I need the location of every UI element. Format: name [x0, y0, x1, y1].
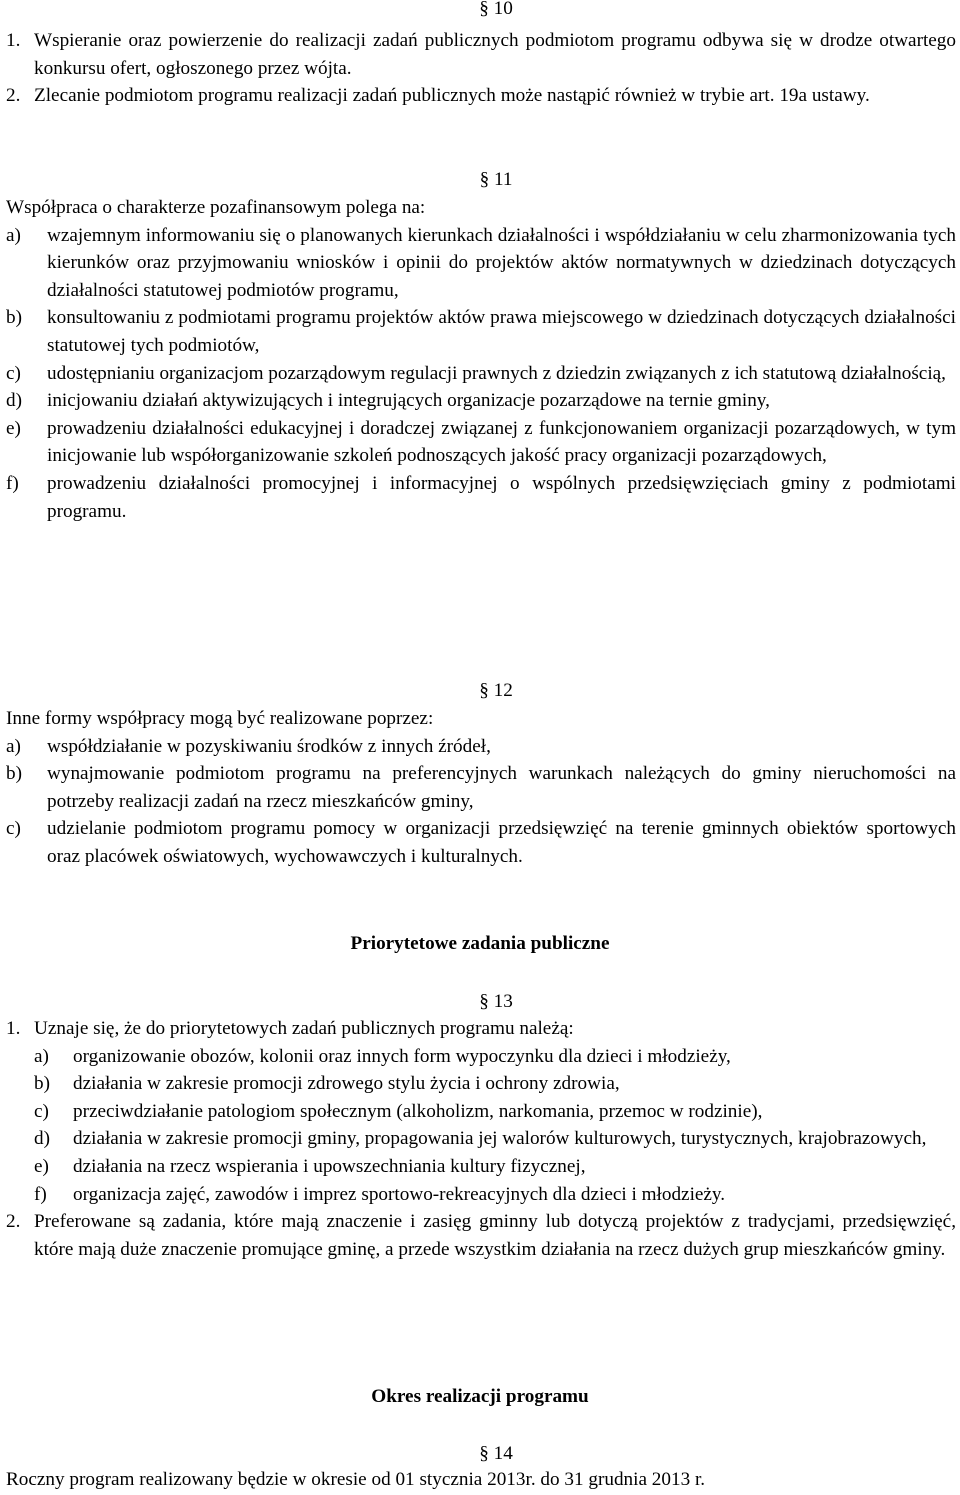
list-marker: 2.	[6, 1211, 21, 1233]
section-13-body	[6, 1015, 956, 1263]
list-text: organizowanie obozów, kolonii oraz innych form wypoczynku dla dzieci i młodzieży,	[73, 1045, 731, 1067]
section-heading-14: § 14	[479, 1443, 513, 1464]
list-text: wzajemnym informowaniu się o planowanych kierunkach działalności i współdziałaniu w celu zharmonizowania tych kierunków oraz przyjmowaniu wniosków i opinii do projektów aktów normatywnych w dziedzinach dotyczących działalności statutowej podmiotów programu,	[47, 224, 956, 301]
list-marker: c)	[34, 1100, 49, 1122]
list-item	[6, 760, 956, 815]
list-item	[6, 1043, 956, 1071]
list-text: inicjowaniu działań aktywizujących i integrujących organizacje pozarządowe na ternie gminy,	[47, 390, 770, 412]
section-heading-13: § 13	[479, 991, 513, 1012]
list-marker: e)	[34, 1155, 49, 1177]
list-item	[6, 470, 956, 525]
list-marker: a)	[34, 1045, 49, 1067]
section-intro: Współpraca o charakterze pozafinansowym polega na:	[6, 197, 426, 218]
list-marker: c)	[6, 362, 21, 384]
list-item	[6, 1098, 956, 1126]
list-marker: d)	[6, 390, 22, 412]
list-marker: 2.	[6, 85, 21, 107]
list-marker: 1.	[6, 1018, 21, 1039]
list-text: przeciwdziałanie patologiom społecznym (alkoholizm, narkomania, przemoc w rodzinie),	[73, 1100, 763, 1122]
list-text: prowadzeniu działalności promocyjnej i informacyjnej o wspólnych przedsięwzięciach gminy z podmiotami programu.	[47, 472, 956, 522]
list-item	[6, 1070, 956, 1098]
list-marker: b)	[6, 763, 22, 785]
list-text: współdziałanie w pozyskiwaniu środków z innych źródeł,	[47, 735, 491, 757]
list-marker: f)	[6, 472, 19, 494]
list-item	[6, 1015, 956, 1043]
section-heading-10: § 10	[479, 0, 513, 19]
list-item	[6, 815, 956, 870]
list-text: udostępnianiu organizacjom pozarządowym regulacji prawnych z dziedzin związanych z ich statutową działalnością,	[47, 362, 946, 384]
list-text: Preferowane są zadania, które mają znaczenie i zasięg gminny lub dotyczą projektów z tradycjami, przedsięwzięć, które mają duże znaczenie promujące gminę, a przede wszystkim działania na rzecz dużych grup mieszkańców gminy.	[34, 1211, 956, 1260]
list-marker: c)	[6, 818, 21, 840]
list-item	[6, 415, 956, 470]
list-item	[6, 1125, 956, 1153]
list-item	[6, 733, 956, 761]
heading-program-period: Okres realizacji programu	[371, 1386, 589, 1407]
section-12-body	[6, 705, 956, 871]
list-text: Wspieranie oraz powierzenie do realizacji zadań publicznych podmiotom programu odbywa się w drodze otwartego konkursu ofert, ogłoszonego przez wójta.	[34, 30, 956, 79]
section-heading-11: § 11	[479, 169, 513, 190]
section-intro: Inne formy współpracy mogą być realizowane poprzez:	[6, 708, 434, 729]
list-marker: a)	[6, 224, 21, 246]
list-text: udzielanie podmiotom programu pomocy w organizacji przedsięwzięć na terenie gminnych obiektów sportowych oraz placówek oświatowych, wychowawczych i kulturalnych.	[47, 818, 956, 867]
section-11-body	[6, 194, 956, 525]
list-text: Uznaje się, że do priorytetowych zadań publicznych programu należą:	[34, 1018, 574, 1039]
list-item	[6, 27, 956, 82]
list-marker: f)	[34, 1183, 47, 1205]
list-item	[6, 360, 956, 388]
list-text: organizacja zajęć, zawodów i imprez sportowo-rekreacyjnych dla dzieci i młodzieży.	[73, 1183, 726, 1205]
list-text: działania na rzecz wspierania i upowszechniania kultury fizycznej,	[73, 1155, 586, 1177]
heading-priority-tasks: Priorytetowe zadania publiczne	[350, 933, 610, 954]
list-marker: a)	[6, 735, 21, 757]
list-marker: b)	[6, 307, 22, 329]
section-10-body	[6, 27, 956, 110]
list-item	[6, 1153, 956, 1181]
list-item	[6, 304, 956, 359]
list-text: działania w zakresie promocji gminy, propagowania jej walorów kulturowych, turystycznych, krajobrazowych,	[73, 1128, 927, 1150]
list-item	[6, 82, 956, 110]
list-marker: e)	[6, 417, 21, 439]
list-item	[6, 1181, 956, 1209]
list-item	[6, 222, 956, 305]
section-14-text: Roczny program realizowany będzie w okresie od 01 stycznia 2013r. do 31 grudnia 2013 r.	[6, 1469, 706, 1490]
list-marker: b)	[34, 1073, 50, 1095]
list-text: prowadzeniu działalności edukacyjnej i doradczej związanej z funkcjonowaniem organizacji pozarządowych, w tym inicjowanie lub współorganizowanie szkoleń podnoszących jakość pracy organizacji pozarządowych,	[47, 417, 956, 467]
list-text: działania w zakresie promocji zdrowego stylu życia i ochrony zdrowia,	[73, 1073, 620, 1095]
list-text: konsultowaniu z podmiotami programu projektów aktów prawa miejscowego w dziedzinach dotyczących działalności statutowej tych podmiotów,	[47, 307, 956, 356]
list-text: Zlecanie podmiotom programu realizacji zadań publicznych może nastąpić również w trybie art. 19a ustawy.	[34, 85, 870, 107]
section-heading-12: § 12	[479, 680, 513, 701]
list-marker: d)	[34, 1128, 50, 1150]
list-item	[6, 387, 956, 415]
list-item	[6, 1208, 956, 1263]
list-marker: 1.	[6, 30, 21, 51]
list-text: wynajmowanie podmiotom programu na preferencyjnych warunkach należących do gminy nieruchomości na potrzeby realizacji zadań na rzecz mieszkańców gminy,	[47, 763, 956, 812]
